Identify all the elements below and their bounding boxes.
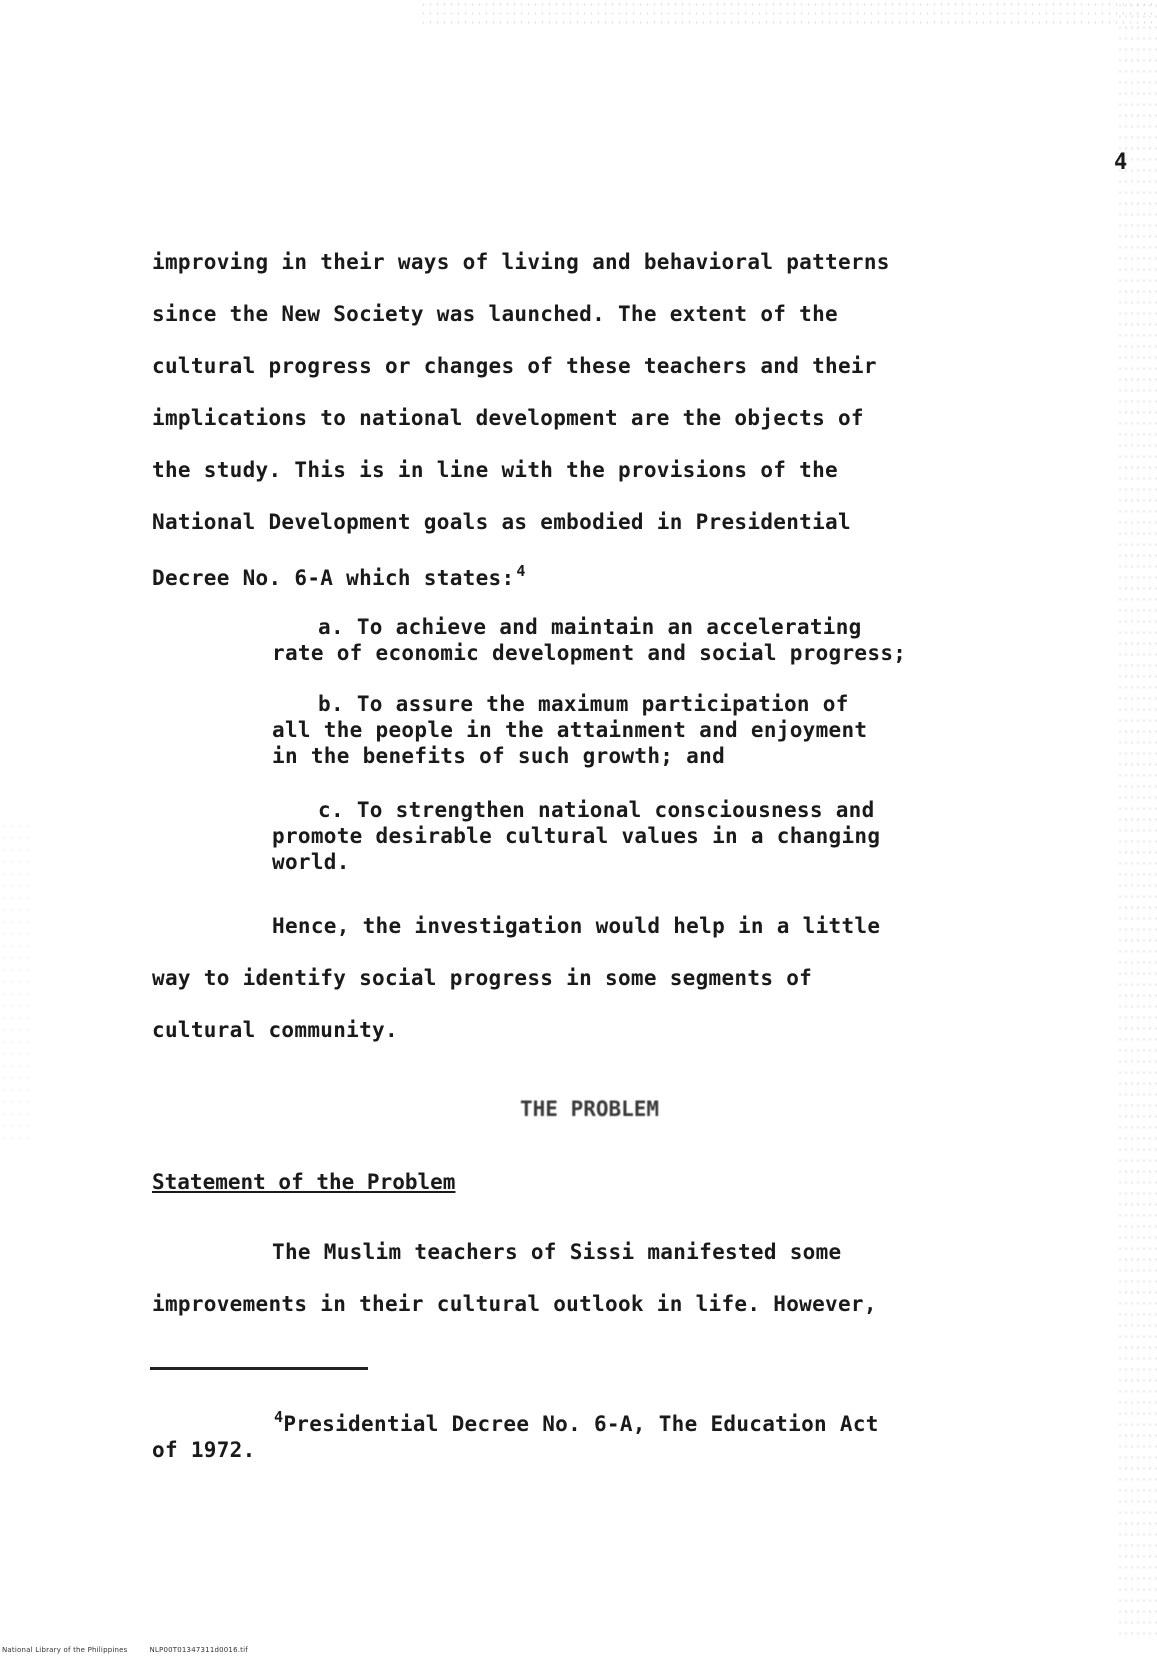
conclusion-line-2: way to identify social progress in some segments of (152, 966, 813, 990)
provision-a-line-2: rate of economic development and social progress; (272, 641, 907, 665)
footnote-marker: 4 (274, 1408, 284, 1426)
archive-caption (2, 1646, 248, 1654)
problem-line-1: The Muslim teachers of Sissi manifested some (272, 1240, 842, 1264)
intro-line-6: National Development goals as embodied in Presidential (152, 510, 851, 534)
problem-line-2: improvements in their cultural outlook in life. However, (152, 1292, 877, 1316)
archive-library: National Library of the Philippines (2, 1646, 128, 1654)
footnote-reference: 4 (516, 562, 526, 580)
scan-noise-left (0, 820, 30, 1140)
provision-c-line-1: c. To strengthen national consciousness and (318, 798, 875, 822)
footnote-line-2: of 1972. (152, 1438, 256, 1462)
provision-c-line-2: promote desirable cultural values in a changing (272, 824, 881, 848)
provision-b-line-2: all the people in the attainment and enjoyment (272, 718, 868, 742)
subsection-heading: Statement of the Problem (152, 1170, 456, 1194)
intro-line-7-text: Decree No. 6-A which states: (152, 566, 515, 590)
footnote-line-1 (272, 1408, 879, 1436)
conclusion-line-1: Hence, the investigation would help in a little (272, 914, 881, 938)
intro-line-4: implications to national development are the objects of (152, 406, 864, 430)
provision-b-line-1: b. To assure the maximum participation of (318, 692, 849, 716)
intro-line-5: the study. This is in line with the provisions of the (152, 458, 838, 482)
provision-c-line-3: world. (272, 850, 350, 874)
section-heading: THE PROBLEM (520, 1097, 660, 1121)
intro-line-1: improving in their ways of living and behavioral patterns (152, 250, 890, 274)
scan-noise-right (1117, 0, 1157, 1640)
intro-line-7 (152, 562, 526, 590)
provision-b-line-3: in the benefits of such growth; and (272, 744, 726, 768)
conclusion-line-3: cultural community. (152, 1018, 398, 1042)
page-number: 4 (1114, 150, 1128, 175)
footnote-separator (150, 1367, 368, 1370)
intro-line-2: since the New Society was launched. The extent of the (152, 302, 838, 326)
archive-file-code: NLP00T01347311d0016.tif (149, 1646, 248, 1654)
provision-a-line-1: a. To achieve and maintain an accelerating (318, 615, 862, 639)
footnote-text-1: Presidential Decree No. 6-A, The Education Act (283, 1412, 879, 1436)
scan-noise-top (420, 0, 1157, 30)
intro-line-3: cultural progress or changes of these teachers and their (152, 354, 877, 378)
